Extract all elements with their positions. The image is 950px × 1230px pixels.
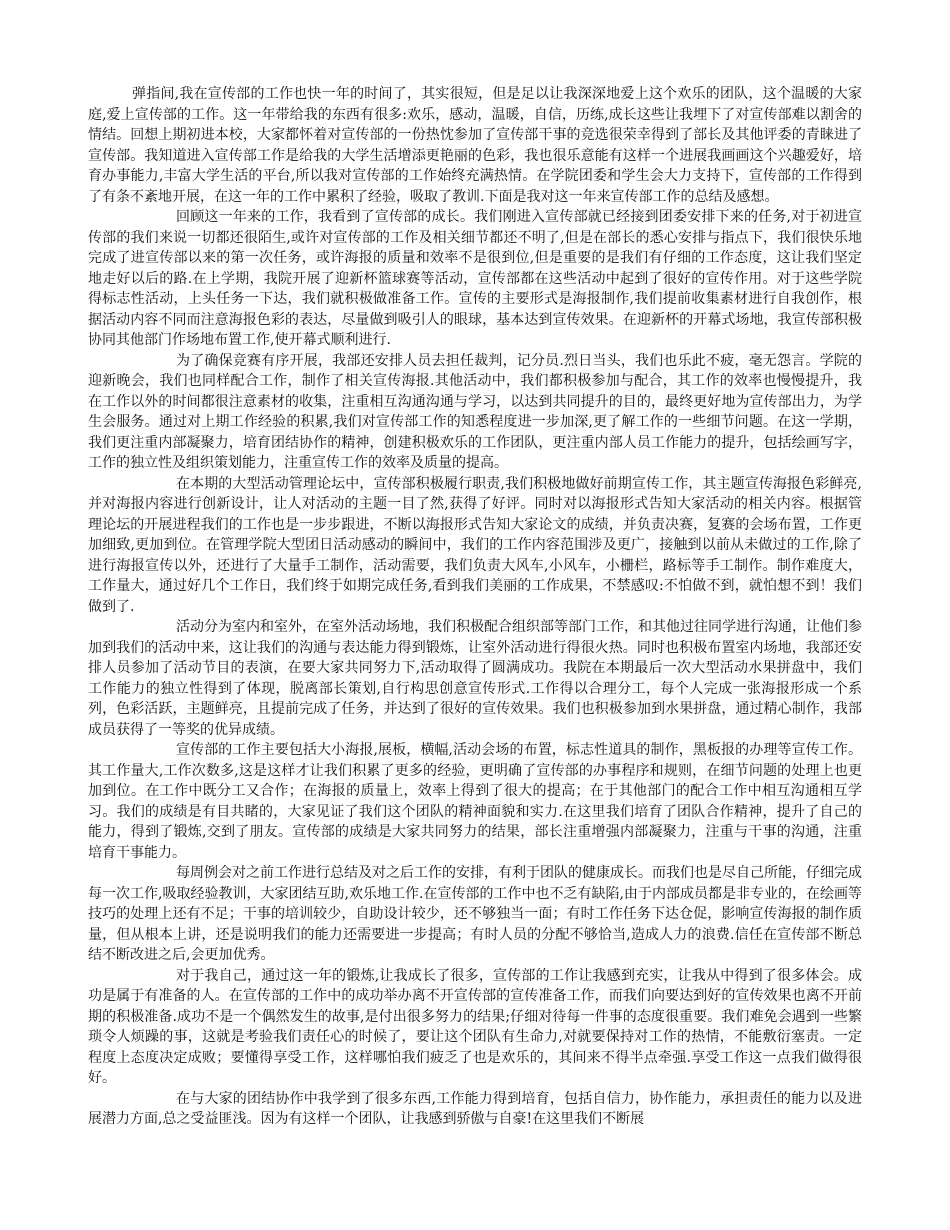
paragraph-7: 每周例会对之前工作进行总结及对之后工作的安排，有利于团队的健康成长。而我们也是尽自己所能，仔细完成每一次工作,吸取经验教训，大家团结互助,欢乐地工作.在宣传部的工作中也不乏有缺陷,由于内部成员都是非专业的，在绘画等技巧的处理上还有不足；干事的培训较少，自助设计较少，还不够独当一面；有时工作任务下达仓促，影响宣传海报的制作质量，但从根本上讲，还是说明我们的能力还需要进一步提高；有时人员的分配不够恰当,造成人力的浪费.信任在宣传部不断总结不断改进之后,会更加优秀。 xyxy=(88,865,862,963)
paragraph-3: 为了确保竞赛有序开展，我部还安排人员去担任裁判，记分员.烈日当头，我们也乐此不疲，毫无怨言。学院的迎新晚会，我们也同样配合工作，制作了相关宣传海报.其他活动中，我们都积极参加与配合，其工作的效率也慢慢提升，我在工作以外的时间都很注意素材的收集，注重相互沟通沟通与学习，以达到共同提升的目的，最终更好地为宣传部出力，为学生会服务。通过对上期工作经验的积累,我们对宣传部工作的知悉程度进一步加深,更了解工作的一些细节问题。在这一学期，我们更注重内部凝聚力，培育团结协作的精神，创建积极欢乐的工作团队，更注重内部人员工作能力的提升，包括绘画写字，工作的独立性及组织策划能力，注重宣传工作的效率及质量的提高。 xyxy=(88,352,862,471)
paragraph-2: 回顾这一年来的工作，我看到了宣传部的成长。我们刚进入宣传部就已经接到团委安排下来的任务,对于初进宣传部的我们来说一切都还很陌生,或许对宣传部的工作及相关细节都还不明了,但是在部长的悉心安排与指点下，我们很快乐地完成了进宣传部以来的第一次任务，或许海报的质量和效率不是很到位,但是重要的是我们有仔细的工作态度，这让我们坚定地走好以后的路.在上学期，我院开展了迎新杯篮球赛等活动，宣传部都在这些活动中起到了很好的宣传作用。对于这些学院得标志性活动，上头任务一下达，我们就积极做准备工作。宣传的主要形式是海报制作,我们提前收集素材进行自我创作，根据活动内容不同而注意海报色彩的表达，尽量做到吸引人的眼球，基本达到宣传效果。在迎新杯的开幕式场地，我宣传部积极协同其他部门作场地布置工作,使开幕式顺利进行. xyxy=(88,209,862,348)
paragraph-6: 宣传部的工作主要包括大小海报,展板，横幅,活动会场的布置，标志性道具的制作，黑板报的办理等宣传工作。其工作量大,工作次数多,这是这样才让我们积累了更多的经验，更明确了宣传部的办事程序和规则，在细节问题的处理上也更加到位。在工作中既分工又合作；在海报的质量上，效率上得到了很大的提高；在于其他部门的配合工作中相互沟通相互学习。我们的成绩是有目共睹的，大家见证了我们这个团队的精神面貌和实力.在这里我们培育了团队合作精神，提升了自己的能力，得到了锻炼,交到了朋友。宣传部的成绩是大家共同努力的结果，部长注重增强内部凝聚力，注重与干事的沟通，注重培育干事能力。 xyxy=(88,742,862,861)
paragraph-1: 弹指间,我在宣传部的工作也快一年的时间了，其实很短，但是足以让我深深地爱上这个欢乐的团队，这个温暖的大家庭,爱上宣传部的工作。这一年带给我的东西有很多:欢乐，感动，温暖，自信，历练,成长这些让我埋下了对宣传部难以割舍的情结。回想上期初进本校，大家都怀着对宣传部的一份热忱参加了宣传部干事的竞选很荣幸得到了部长及其他评委的青睐进了宣传部。我知道进入宣传部工作是给我的大学生活增添更艳丽的色彩，我也很乐意能有这样一个进展我画画这个兴趣爱好，培育办事能力,丰富大学生活的平台,所以我对宣传部的工作始终充满热情。在学院团委和学生会大力支持下，宣传部的工作得到了有条不紊地开展，在这一年的工作中累积了经验，吸取了教训.下面是我对这一年来宣传部工作的总结及感想。 xyxy=(88,86,862,205)
paragraph-5: 活动分为室内和室外，在室外活动场地，我们积极配合组织部等部门工作，和其他过往同学进行沟通，让他们参加到我们的活动中来，这让我们的沟通与表达能力得到锻炼，让室外活动进行得很火热。同时也积极布置室内场地，我部还安排人员参加了活动节目的表演，在要大家共同努力下,活动取得了圆满成功。我院在本期最后一次大型活动水果拼盘中，我们工作能力的独立性得到了体现，脱离部长策划,自行构思创意宣传形式.工作得以合理分工，每个人完成一张海报形成一个系列，色彩活跃，主题鲜亮，且提前完成了任务，并达到了很好的宣传效果。我们也积极参加到水果拼盘，通过精心制作，我部成员获得了一等奖的优异成绩。 xyxy=(88,619,862,738)
paragraph-8: 对于我自己，通过这一年的锻炼,让我成长了很多，宣传部的工作让我感到充实，让我从中得到了很多体会。成功是属于有准备的人。在宣传部的工作中的成功举办离不开宣传部的宣传准备工作，而我们向要达到好的宣传效果也离不开前期的积极准备.成功不是一个偶然发生的故事,是付出很多努力的结果;仔细对待每一件事的态度很重要。我们难免会遇到一些繁琐令人烦躁的事，这就是考验我们责任心的时候了，要让这个团队有生命力,对就要保持对工作的热情，不能敷衍塞责。一定程度上态度决定成败；要懂得享受工作，这样哪怕我们疲乏了也是欢乐的，其间来不得半点牵强.享受工作这一点我们做得很好。 xyxy=(88,967,862,1086)
document-body xyxy=(88,84,862,1130)
paragraph-9: 在与大家的团结协作中我学到了很多东西,工作能力得到培育，包括自信力，协作能力，承担责任的能力以及进展潜力方面,总之受益匪浅。因为有这样一个团队，让我感到骄傲与自豪!在这里我们不断展 xyxy=(88,1090,862,1127)
paragraph-4: 在本期的大型活动管理论坛中，宣传部积极履行职责,我们积极地做好前期宣传工作，其主题宣传海报色彩鲜亮,并对海报内容进行创新设计，让人对活动的主题一目了然,获得了好评。同时对以海报形式告知大家活动的相关内容。根据管理论坛的开展进程我们的工作也是一步步跟进，不断以海报形式告知大家论文的成绩，并负责决赛，复赛的会场布置，工作更加细致,更加到位。在管理学院大型团日活动感动的瞬间中，我们的工作内容范围涉及更广，接触到以前从未做过的工作,除了进行海报宣传以外，还进行了大量手工制作，活动需要，我们负责大风车,小风车，小栅栏，路标等手工制作。制作难度大，工作量大，通过好几个工作日，我们终于如期完成任务,看到我们美丽的工作成果，不禁感叹:不怕做不到，就怕想不到！我们做到了. xyxy=(88,475,862,615)
